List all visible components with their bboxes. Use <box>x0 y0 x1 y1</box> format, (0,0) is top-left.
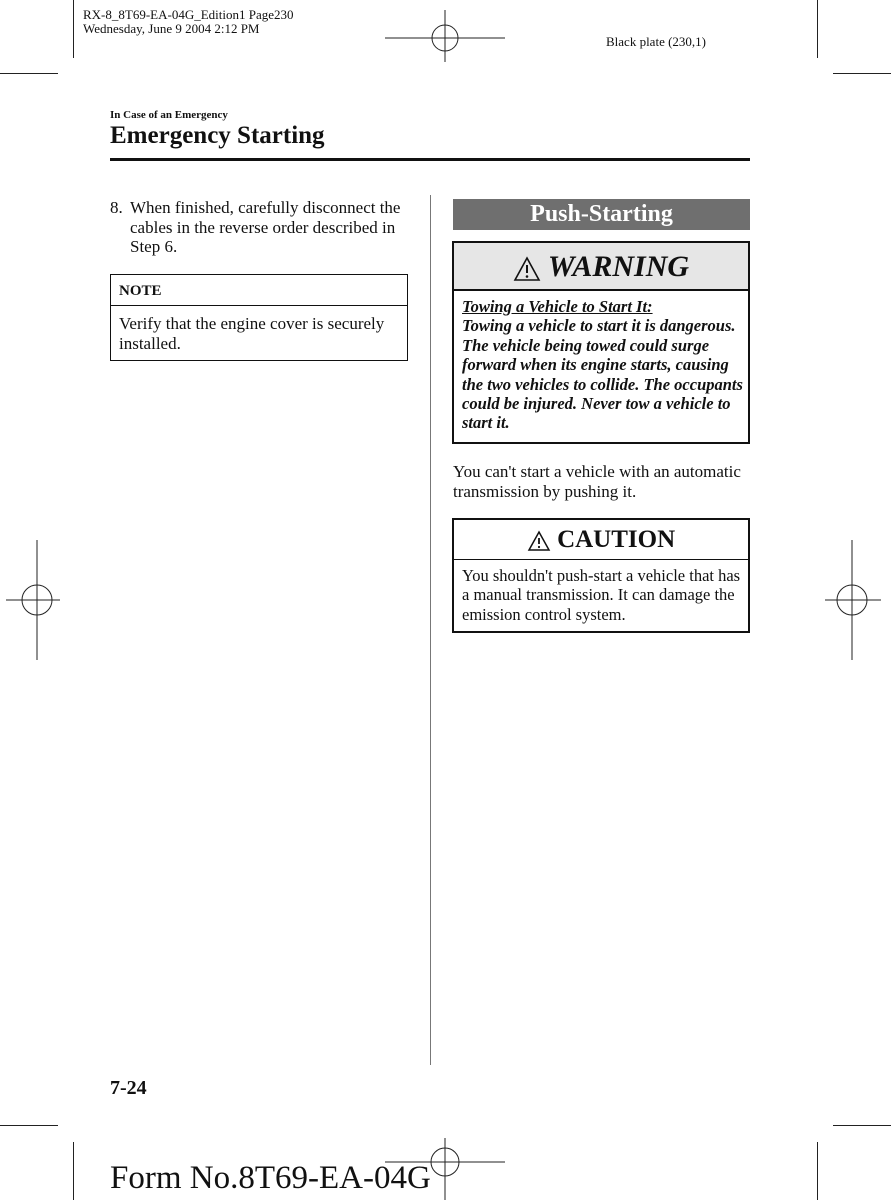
column-divider <box>430 195 431 1065</box>
warning-subheading: Towing a Vehicle to Start It: <box>462 297 653 316</box>
crop-mark <box>73 0 74 58</box>
crop-mark <box>817 1142 818 1200</box>
page-number: 7-24 <box>110 1077 147 1099</box>
caution-header <box>454 520 748 560</box>
crop-mark <box>833 1125 891 1126</box>
crop-mark <box>0 1125 58 1126</box>
form-number: Form No.8T69-EA-04G <box>110 1160 431 1196</box>
note-box <box>110 274 408 361</box>
section-heading-bar: Push-Starting <box>453 199 750 230</box>
caution-box <box>452 518 750 633</box>
warning-box <box>452 241 750 444</box>
warning-triangle-icon <box>527 530 551 552</box>
caution-heading: CAUTION <box>557 526 676 553</box>
note-heading: NOTE <box>111 275 407 306</box>
warning-heading: WARNING <box>547 250 690 283</box>
page-title: Emergency Starting <box>110 122 325 149</box>
crop-mark <box>817 0 818 58</box>
push-start-paragraph: You can't start a vehicle with an automatic transmission by pushing it. <box>453 462 741 501</box>
crop-mark <box>0 73 58 74</box>
note-text: Verify that the engine cover is securely installed. <box>119 314 385 353</box>
printer-date-line: Wednesday, June 9 2004 2:12 PM <box>83 21 260 36</box>
registration-mark-icon <box>0 540 60 660</box>
warning-body <box>454 291 748 433</box>
crop-mark <box>73 1142 74 1200</box>
registration-mark-icon <box>825 540 885 660</box>
warning-header <box>454 243 748 291</box>
printer-plate: Black plate (230,1) <box>606 34 706 49</box>
warning-triangle-icon <box>513 256 541 282</box>
step-text: When finished, carefully disconnect the cables in the reverse order described in Step 6. <box>130 198 401 256</box>
header-rule <box>110 158 750 161</box>
registration-mark-icon <box>385 10 505 62</box>
warning-text: Towing a vehicle to start it is dangerous. The vehicle being towed could surge forward when its engine starts, causing the two vehicles to collide. The occupants could be injured. Never tow a vehicle to start it. <box>462 316 743 433</box>
section-label: In Case of an Emergency <box>110 109 228 121</box>
step-number: 8. <box>110 198 123 217</box>
printer-file-line: RX-8_8T69-EA-04G_Edition1 Page230 <box>83 7 294 22</box>
caution-text: You shouldn't push-start a vehicle that has a manual transmission. It can damage the emission control system. <box>462 566 741 624</box>
crop-mark <box>833 73 891 74</box>
